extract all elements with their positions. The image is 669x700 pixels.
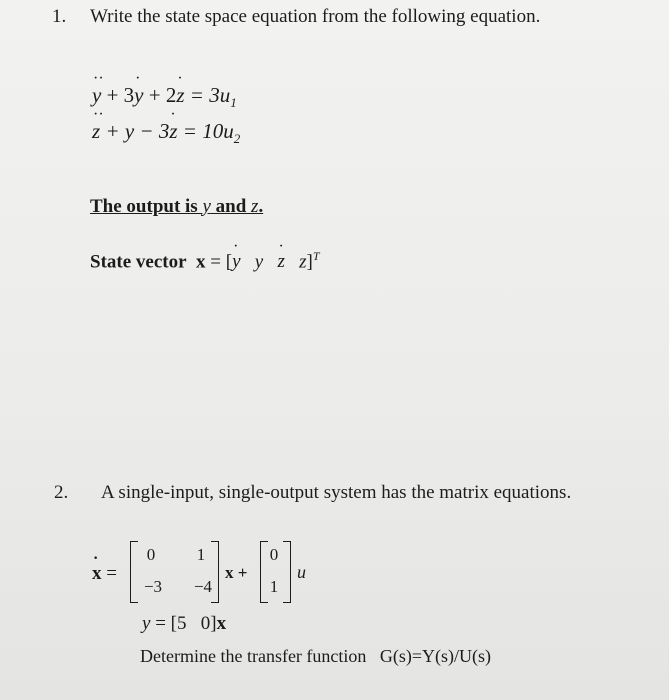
- z-ddot: ·· z: [92, 119, 100, 144]
- matrix-a-left-bracket: [130, 541, 138, 603]
- question-2-number: 2.: [54, 482, 69, 503]
- matrix-a-cell: −3: [143, 577, 163, 596]
- question-1-number: 1.: [52, 6, 67, 27]
- question-2-prompt: A single-input, single-output system has the matrix equations.: [101, 482, 572, 503]
- equation-1: ·· $y + 3\cdot y + 2\cdot z = 3u_1$: [92, 83, 237, 111]
- z-dot-2: · z: [169, 119, 177, 144]
- output-statement: The output is y and z.: [90, 196, 264, 217]
- input-u: u: [297, 562, 306, 582]
- transfer-function: G(s)=Y(s)/U(s): [379, 646, 492, 666]
- matrix-b-cell: 0: [269, 545, 279, 564]
- state-vector: State vector x = [· y y · z z]$^T$: [90, 249, 320, 273]
- y-dot: · y: [134, 83, 143, 108]
- output-equation: y = [5 0]x: [142, 613, 227, 634]
- matrix-a-cell: 0: [146, 545, 156, 564]
- equation-2: ·· $z + y - 3\cdot z = 10u_2$: [92, 119, 240, 147]
- state-vector-label: State vector: [90, 251, 187, 273]
- x-dot-symbol: · x =: [92, 563, 117, 585]
- matrix-a-cell: 1: [196, 545, 206, 564]
- task-statement: Determine the transfer function G(s)=Y(s)/U(s): [140, 646, 492, 666]
- matrix-b-cell: 1: [269, 577, 279, 596]
- z-dot: · z: [176, 83, 184, 108]
- y-ddot: ·· y: [92, 83, 101, 108]
- question-1-prompt: Write the state space equation from the following equation.: [90, 6, 541, 27]
- matrix-a-cell: −4: [193, 577, 213, 596]
- x-plus: x +: [225, 563, 248, 582]
